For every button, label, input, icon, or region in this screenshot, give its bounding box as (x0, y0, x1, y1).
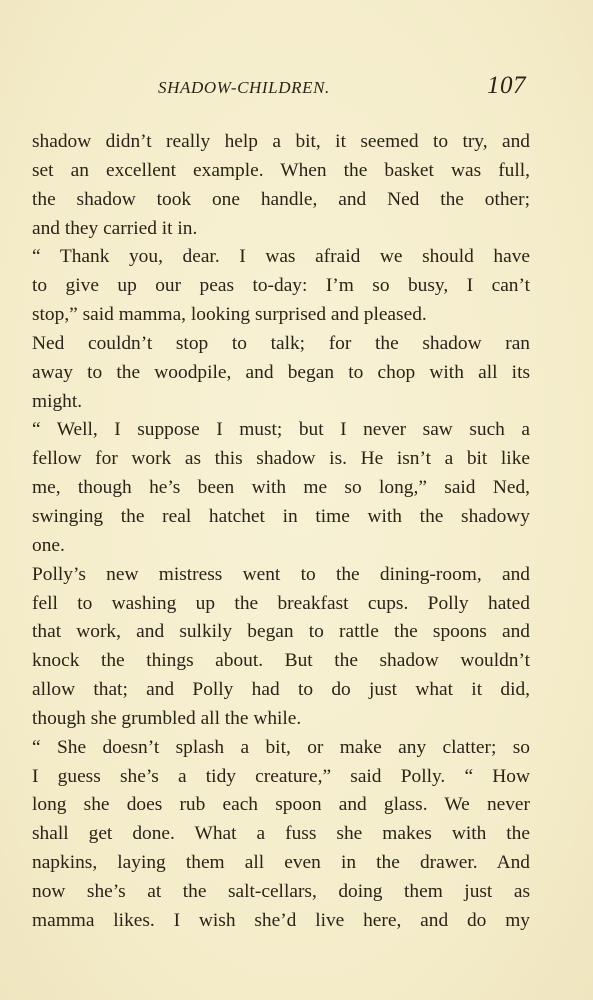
body-text (32, 128, 530, 936)
text-line: shall get done. What a fuss she makes with the (32, 823, 530, 845)
text-line: Ned couldn’t stop to talk; for the shadow ran (32, 332, 530, 354)
text-line: long she does rub each spoon and glass. We never (32, 794, 530, 816)
text-line: shadow didn’t really help a bit, it seemed to try, and (32, 131, 530, 152)
text-line: me, though he’s been with me so long,” said Ned, (32, 477, 530, 499)
text-line: I guess she’s a tidy creature,” said Polly. “ How (32, 765, 530, 787)
text-line: fell to washing up the breakfast cups. Polly hated (32, 592, 530, 614)
text-line: fellow for work as this shadow is. He isn’t a bit like (32, 448, 530, 470)
text-line: “ Well, I suppose I must; but I never saw such a (32, 419, 530, 441)
text-line: though she grumbled all the while. (32, 707, 302, 729)
text-line: napkins, laying them all even in the drawer. And (32, 852, 530, 874)
text-line: stop,” said mamma, looking surprised and pleased. (32, 304, 427, 326)
text-line: swinging the real hatchet in time with the shadowy (32, 505, 530, 527)
text-line: mamma likes. I wish she’d live here, and do my (32, 909, 530, 931)
running-title: SHADOW-CHILDREN. (158, 78, 330, 97)
running-head (0, 74, 593, 104)
text-line: “ Thank you, dear. I was afraid we should have (32, 246, 530, 268)
text-line: might. (32, 390, 83, 412)
text-line: to give up our peas to-day: I’m so busy, I can’t (32, 275, 530, 297)
text-line: Polly’s new mistress went to the dining-room, and (32, 563, 530, 585)
text-line: and they carried it in. (32, 217, 198, 239)
text-line: knock the things about. But the shadow wouldn’t (32, 650, 530, 672)
page-number: 107 (487, 72, 526, 99)
text-line: set an excellent example. When the basket was full, (32, 159, 530, 181)
text-line: “ She doesn’t splash a bit, or make any clatter; so (32, 736, 530, 758)
text-line: that work, and sulkily began to rattle the spoons and (32, 621, 530, 643)
text-line: away to the woodpile, and began to chop with all its (32, 361, 530, 383)
text-line: now she’s at the salt-cellars, doing them just as (32, 880, 530, 902)
text-line: one. (32, 534, 65, 556)
text-line: the shadow took one handle, and Ned the other; (32, 188, 530, 210)
text-line: allow that; and Polly had to do just what it did, (32, 679, 530, 701)
